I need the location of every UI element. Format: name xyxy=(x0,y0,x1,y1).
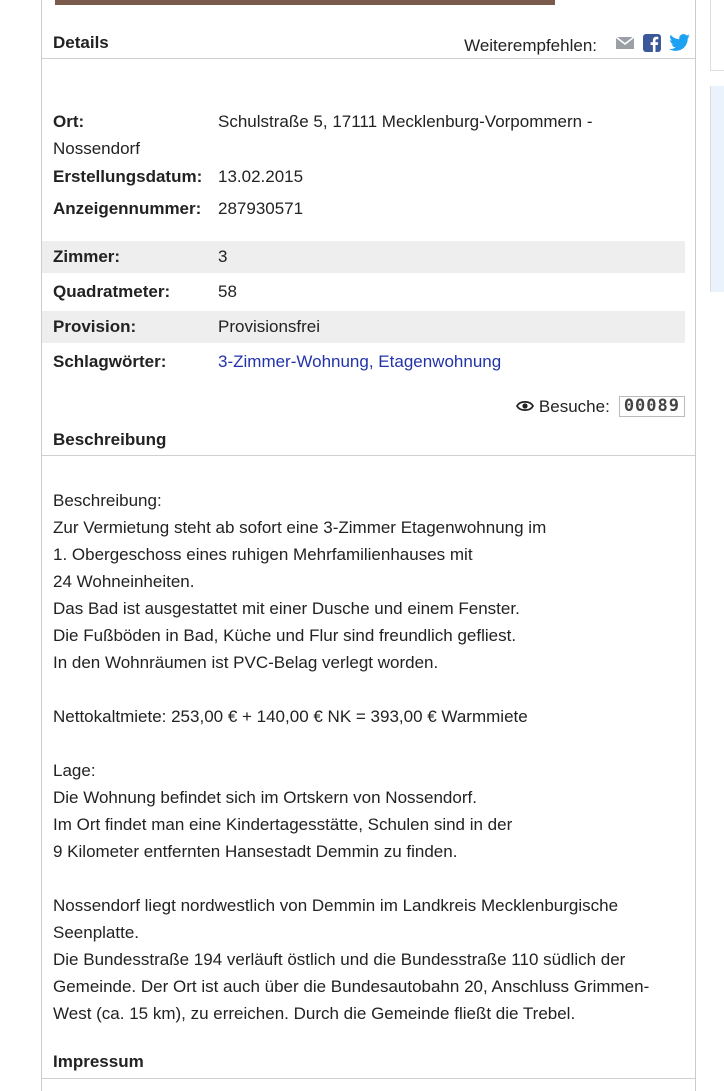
visits-value: 00089 xyxy=(619,396,685,417)
description-line: 24 Wohneinheiten. xyxy=(53,572,195,591)
ort-value-continued: Nossendorf xyxy=(53,139,140,158)
id-value: 287930571 xyxy=(218,199,304,218)
description-line: West (ca. 15 km), zu erreichen. Durch die Gemeinde fließt die Trebel. xyxy=(53,1004,576,1023)
info-ort xyxy=(53,108,683,162)
info-date xyxy=(42,161,685,193)
tags-label: Schlagwörter: xyxy=(53,352,167,371)
description-line: 1. Obergeschoss eines ruhigen Mehrfamilienhauses mit xyxy=(53,545,473,564)
rooms-label: Zimmer: xyxy=(53,247,121,266)
info-id xyxy=(42,193,685,225)
date-value: 13.02.2015 xyxy=(218,167,304,186)
tag-link-3-zimmer[interactable]: 3-Zimmer-Wohnung xyxy=(218,352,369,371)
tags-list xyxy=(218,352,501,372)
impressum-header xyxy=(42,1042,695,1079)
provision-label: Provision: xyxy=(53,317,137,336)
description-line: Seenplatte. xyxy=(53,923,140,942)
date-label: Erstellungsdatum: xyxy=(53,167,203,186)
description-spacer xyxy=(53,676,693,703)
description-title: Beschreibung xyxy=(53,430,167,449)
impressum-title: Impressum xyxy=(53,1052,144,1071)
description-line: Zur Vermietung steht ab sofort eine 3-Zimmer Etagenwohnung im xyxy=(53,518,547,537)
info-tags xyxy=(42,346,685,378)
description-spacer xyxy=(53,730,693,757)
description-line: 9 Kilometer entfernten Hansestadt Demmin zu finden. xyxy=(53,842,458,861)
sqm-value: 58 xyxy=(218,282,237,301)
rooms-value: 3 xyxy=(218,247,228,266)
description-line: In den Wohnräumen ist PVC-Belag verlegt worden. xyxy=(53,653,439,672)
description-line: Nettokaltmiete: 253,00 € + 140,00 € NK = 393,00 € Warmmiete xyxy=(53,707,528,726)
twitter-icon[interactable] xyxy=(669,34,691,57)
description-line: Das Bad ist ausgestattet mit einer Dusche und einem Fenster. xyxy=(53,599,520,618)
details-header xyxy=(42,0,695,59)
details-title: Details xyxy=(53,33,109,52)
visits-label: Besuche: xyxy=(538,396,610,416)
sidebar-panel-edge xyxy=(710,86,724,292)
description-line: Die Fußböden in Bad, Küche und Flur sind freundlich gefliest. xyxy=(53,626,517,645)
info-sqm xyxy=(42,276,685,308)
facebook-icon[interactable] xyxy=(643,34,661,57)
eye-icon xyxy=(516,397,534,417)
description-line: Im Ort findet man eine Kindertagesstätte, Schulen sind in der xyxy=(53,815,513,834)
description-header xyxy=(42,420,695,456)
tag-link-etagenwohnung[interactable]: Etagenwohnung xyxy=(378,352,502,371)
info-provision xyxy=(42,311,685,343)
description-line: Nossendorf liegt nordwestlich von Demmin im Landkreis Mecklenburgische xyxy=(53,896,619,915)
description-spacer xyxy=(53,865,693,892)
sidebar-edge xyxy=(710,0,724,71)
ort-value: Schulstraße 5, 17111 Mecklenburg-Vorpommern - xyxy=(218,112,593,131)
email-icon[interactable] xyxy=(615,35,635,56)
description-line: Beschreibung: xyxy=(53,491,162,510)
description-line: Die Bundesstraße 194 verläuft östlich und die Bundesstraße 110 südlich der xyxy=(53,950,626,969)
listing-content xyxy=(41,0,696,1091)
visits-counter xyxy=(516,396,685,417)
tag-separator: , xyxy=(368,352,379,371)
description-line: Die Wohnung befindet sich im Ortskern von Nossendorf. xyxy=(53,788,477,807)
share-label: Weiterempfehlen: xyxy=(464,35,597,55)
share-bar xyxy=(464,34,691,57)
ort-label: Ort: xyxy=(53,112,85,131)
description-line: Lage: xyxy=(53,761,96,780)
provision-value: Provisionsfrei xyxy=(218,317,321,336)
description-line: Gemeinde. Der Ort ist auch über die Bundesautobahn 20, Anschluss Grimmen- xyxy=(53,977,650,996)
description-text xyxy=(53,487,693,1027)
id-label: Anzeigennummer: xyxy=(53,199,202,218)
sqm-label: Quadratmeter: xyxy=(53,282,171,301)
info-rooms xyxy=(42,241,685,273)
